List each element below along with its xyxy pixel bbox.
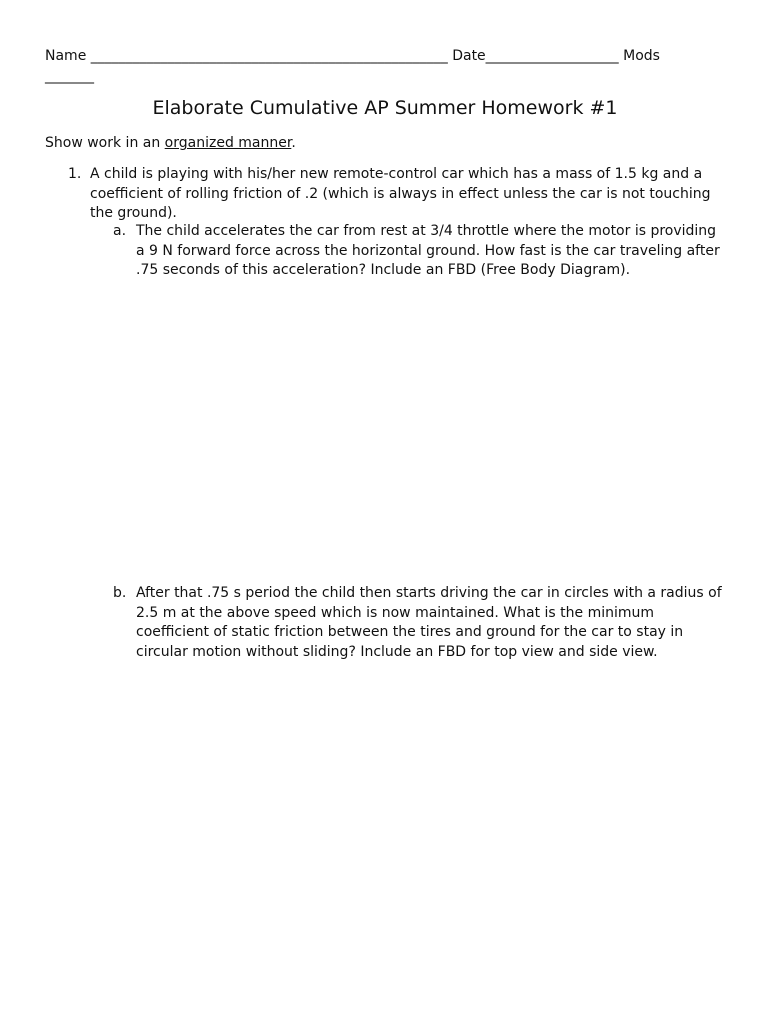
- part-text: The child accelerates the car from rest at 3/4 throttle where the motor is providing a 9 N forward force across the horizontal ground. How fast is the car traveling after .75 seconds of this acceleration? Include an FBD (Free Body Diagram).: [136, 223, 720, 278]
- question-1: [68, 165, 728, 224]
- instructions-prefix: Show work in an: [45, 135, 165, 151]
- name-date-header: [45, 46, 735, 86]
- header-line-2: _______: [45, 68, 94, 84]
- instructions: [45, 134, 296, 153]
- instructions-suffix: .: [291, 135, 296, 151]
- question-1-part-a: [113, 222, 725, 281]
- instructions-underlined: organized manner: [164, 135, 292, 151]
- part-letter: a.: [113, 223, 127, 239]
- header-line-1: Name ___________________________________________________ Date___________________ Mods: [45, 48, 660, 64]
- page-title: Elaborate Cumulative AP Summer Homework #1: [152, 97, 618, 119]
- part-letter: b.: [113, 585, 127, 601]
- question-1-part-b: [113, 584, 725, 662]
- question-number: 1.: [68, 166, 82, 182]
- question-text: A child is playing with his/her new remote-control car which has a mass of 1.5 kg and a coefficient of rolling friction of .2 (which is always in effect unless the car is not touching the ground).: [90, 166, 711, 221]
- part-text: After that .75 s period the child then starts driving the car in circles with a radius of 2.5 m at the above speed which is now maintained. What is the minimum coefficient of static friction between the tires and ground for the car to stay in circular motion without sliding? Include an FBD for top view and side view.: [136, 585, 722, 660]
